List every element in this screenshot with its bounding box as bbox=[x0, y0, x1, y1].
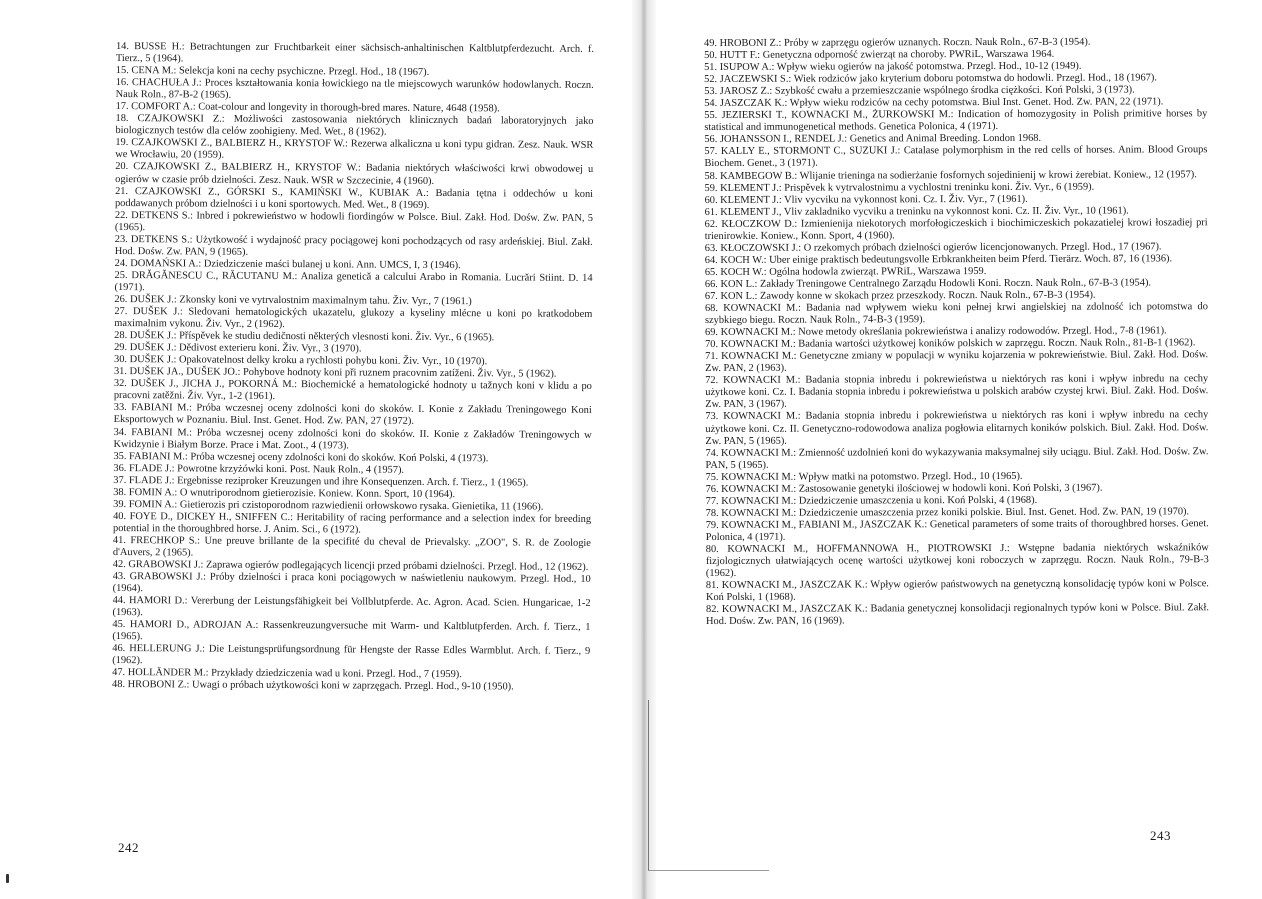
reference-entry: 20. CZAJKOWSKI Z., BALBIERZ H., KRYSTOF W.: Badania niektórych właściwości krwi obwodowej u ogierów w czasie prób dzielności. Zesz. Nauk. WSR w Szczecinie, 4 (1960). bbox=[115, 161, 594, 187]
reference-entry: 52. JACZEWSKI S.: Wiek rodziców jako kryterium doboru potomstwa do hodowli. Przegl. Hod., 18 (1967). bbox=[704, 72, 1157, 86]
reference-entry: 41. FRECHKOP S.: Une preuve brillante de la specifité du cheval de Prievalsky. „ZOO", S. R. de Zoologie d'Auvers, 2 (1965). bbox=[112, 534, 591, 559]
reference-entry: 25. DRĂGĂNESCU C., RĂCUTANU M.: Analiza genetică a calcului Arabo in Romania. Lucrări Stiint. D. 14 (1971). bbox=[114, 269, 593, 294]
reference-entry: 16. CHACHUŁA J.: Proces kształtowania konia łowickiego na tle miejscowych warunków hodowlanych. Roczn. Nauk Roln., 87-B-2 (1965). bbox=[115, 77, 594, 101]
reference-entry: 26. DUŠEK J.: Zkonsky koni ve vytrvalostnim maximalnym tahu. Živ. Vyr., 7 (1961.) bbox=[114, 293, 472, 308]
reference-entry: 27. DUŠEK J.: Sledovani hematologických ukazatelu, glukozy a kyseliny mlécne u koni po kratkodobem maximalnim vykonu. Živ. Vyr., 2 (1962). bbox=[114, 306, 593, 331]
reference-entry: 71. KOWNACKI M.: Genetyczne zmiany w populacji w wyniku kojarzenia w pokrewieństwie. Biul. Zakł. Hod. Dośw. Zw. PAN, 2 (1963). bbox=[705, 349, 1209, 375]
reference-entry: 15. CENA M.: Selekcja koni na cechy psychiczne. Przegl. Hod., 18 (1967). bbox=[115, 65, 430, 79]
reference-entry: 32. DUŠEK J., JICHA J., POKORNÁ M.: Biochemické a hematologické hodnoty u tažnych koni v klidu a po pracovni zatěžni. Živ. Vyr., 1-2 (1961). bbox=[113, 378, 592, 403]
reference-entry: 62. KŁOCZKOW D.: Izmienienija niekotorych morfołogiczeskich i biochimiczeskich pokazatielej krowi łoszadiej pri trienirowkie. Koniew., Konn. Sport, 4 (1960). bbox=[704, 216, 1208, 242]
reference-list-right bbox=[704, 36, 1209, 628]
reference-entry: 14. BUSSE H.: Betrachtungen zur Fruchtbarkeit einer sächsisch-anhaltinischen Kaltblutpferdezucht. Arch. f. Tierz., 5 (1964). bbox=[115, 41, 594, 65]
reference-entry: 22. DETKENS S.: Inbred i pokrewieństwo w hodowli fiordingów w Polsce. Biul. Zakł. Hod. Dośw. Zw. PAN, 5 (1965). bbox=[114, 209, 593, 233]
reference-entry: 61. KLEMENT J., Vliv zakladniko vycviku a treninku na vykonnost koni. Cz. II. Živ. Vyr., 10 (1961). bbox=[704, 205, 1129, 218]
reference-entry: 67. KON L.: Zawody konne w skokach przez przeszkody. Roczn. Nauk Roln., 67-B-3 (1954). bbox=[704, 289, 1096, 302]
reference-list-left bbox=[112, 41, 594, 694]
reference-entry: 19. CZAJKOWSKI Z., BALBIERZ H., KRYSTOF W.: Rezerwa alkaliczna u koni typu gidran. Zesz. Nauk. WSR we Wrocławiu, 20 (1959). bbox=[115, 137, 594, 162]
reference-entry: 50. HUTT F.: Genetyczna odporność zwierząt na choroby. PWRiL, Warszawa 1964. bbox=[704, 48, 1055, 62]
reference-entry: 40. FOYE D., DICKEY H., SNIFFEN C.: Heritability of racing performance and a selection index for breeding potential in the thoroughbred horse. J. Anim. Sci., 6 (1972). bbox=[112, 510, 592, 536]
reference-entry: 74. KOWNACKI M.: Zmienność uzdolnień koni do wykazywania maksymalnej siły uciągu. Biul. Zakł. Hod. Dośw. Zw. PAN, 5 (1965). bbox=[705, 445, 1209, 471]
reference-entry: 59. KLEMENT J.: Prispěvek k vytrvalostnimu a vychlostni treninku koni. Živ. Vyr., 6 (1959). bbox=[704, 181, 1095, 194]
reference-entry: 54. JASZCZAK K.: Wpływ wieku rodziców na cechy potomstwa. Biul Inst. Genet. Hod. Zw. PAN, 22 (1971). bbox=[704, 96, 1164, 110]
reference-entry: 30. DUŠEK J.: Opakovatelnost delky kroku a rychlosti pohybu koni. Živ. Vyr., 10 (1970). bbox=[114, 354, 488, 368]
reference-entry: 17. COMFORT A.: Coat-colour and longevity in thorough-bred mares. Nature, 4648 (1958). bbox=[115, 101, 500, 115]
reference-entry: 78. KOWNACKI M.: Dziedziczenie umaszczenia przez koniki polskie. Biul. Inst. Genet. Hod. Zw. PAN, 19 (1970). bbox=[705, 506, 1190, 519]
reference-entry: 35. FABIANI M.: Próba wczesnej oceny zdolności koni do skoków. Koń Polski, 4 (1973). bbox=[113, 450, 489, 464]
reference-entry: 75. KOWNACKI M.: Wpływ matki na potomstwo. Przegl. Hod., 10 (1965). bbox=[705, 470, 1023, 483]
reference-entry: 29. DUŠEK J.: Dědivost exterieru koni. Živ. Vyr., 3 (1970). bbox=[114, 342, 362, 355]
reference-entry: 43. GRABOWSKI J.: Próby dzielności i praca koni pociągowych w naświetleniu naukowym. Przegl. Hod., 10 (1964). bbox=[112, 571, 591, 595]
scan-speck bbox=[6, 874, 9, 883]
reference-entry: 66. KON L.: Zakłady Treningowe Centralnego Zarządu Hodowli Koni. Roczn. Nauk Roln., 67-B-3 (1954). bbox=[704, 277, 1152, 290]
reference-entry: 73. KOWNACKI M.: Badania stopnia inbredu i pokrewieństwa u niektórych ras koni i wpływ inbredu na cechy użytkowe koni. Cz. II. Genetyczno-rodowodowa analiza pogłowia elitarnych koników polskich. Biul. Zakł. Hod. Dośw. Zw. PAN, 5 (1965). bbox=[705, 409, 1209, 447]
reference-entry: 53. JAROSZ Z.: Szybkość cwału a przemieszczanie wspólnego środka ciężkości. Koń Polski, 3 (1973). bbox=[704, 84, 1135, 98]
page-number-left: 242 bbox=[118, 840, 139, 855]
reference-entry: 82. KOWNACKI M., JASZCZAK K.: Badania genetycznej konsolidacji regionalnych typów koni w Polsce. Biul. Zakł. Hod. Dośw. Zw. PAN, 16 (1969). bbox=[705, 602, 1210, 628]
reference-entry: 37. FLADE J.: Ergebnisse reziproker Kreuzungen und ihre Konsequenzen. Arch. f. Tierz., 1 (1965). bbox=[113, 474, 529, 489]
reference-entry: 48. HROBONI Z.: Uwagi o próbach użytkowości koni w zaprzęgach. Przegl. Hod., 9-10 (1950). bbox=[112, 679, 514, 693]
page-number-right: 243 bbox=[1150, 828, 1171, 843]
reference-entry: 79. KOWNACKI M., FABIANI M., JASZCZAK K.: Genetical parameters of some traits of thoroughbred horses. Genet. Polonica, 4 (1971). bbox=[705, 518, 1209, 543]
reference-entry: 69. KOWNACKI M.: Nowe metody określania pokrewieństwa i analizy rodowodów. Przegl. Hod., 7-8 (1961). bbox=[705, 325, 1167, 339]
right-page bbox=[656, 0, 1262, 899]
reference-entry: 28. DUŠEK J.: Příspěvek ke studiu dedičnosti některých vlesnosti koni. Živ. Vyr., 6 (1965). bbox=[114, 330, 495, 344]
reference-entry: 38. FOMIN A.: O wnutriporodnom gietierozisie. Koniew. Konn. Sport, 10 (1964). bbox=[113, 486, 456, 500]
reference-entry: 31. DUŠEK JA., DUŠEK JO.: Pohybove hodnoty koni při ruznem pracovnim zatíženi. Živ. Vyr., 5 (1962). bbox=[113, 366, 557, 380]
reference-entry: 21. CZAJKOWSKI Z., GÓRSKI S., KAMIŃSKI W., KUBIAK A.: Badania tętna i oddechów u koni poddawanych próbom dzielności i u koni sportowych. Med. Wet., 8 (1969). bbox=[114, 185, 594, 211]
reference-entry: 47. HOLLÄNDER M.: Przykłady dziedziczenia wad u koni. Przegl. Hod., 7 (1959). bbox=[112, 667, 462, 681]
reference-entry: 72. KOWNACKI M.: Badania stopnia inbredu i pokrewieństwa u niektórych ras koni i wpływ inbredu na cechy użytkowe koni. Cz. I. Badania stopnia inbredu i pokrewieństwa u polskich arabów czystej krwi. Biul. Zakł. Hod. Dośw. Zw. PAN, 3 (1967). bbox=[705, 373, 1209, 411]
reference-entry: 23. DETKENS S.: Użytkowość i wydajność pracy pociągowej koni pochodzących od rasy ardeńskiej. Biul. Zakł. Hod. Dośw. Zw. PAN, 9 (1965). bbox=[114, 233, 593, 258]
reference-entry: 49. HROBONI Z.: Próby w zaprzęgu ogierów uznanych. Roczn. Nauk Roln., 67-B-3 (1954). bbox=[704, 36, 1091, 49]
reference-entry: 33. FABIANI M.: Próba wczesnej oceny zdolności koni do skoków. I. Konie z Zakładu Treningowego Koni Eksportowych w Poznaniu. Biul. Inst. Genet. Hod. Zw. PAN, 27 (1972). bbox=[113, 402, 592, 428]
reference-entry: 44. HAMORI D.: Vererbung der Leistungsfähigkeit bei Vollblutpferde. Ac. Agron. Acad. Scien. Hungaricae, 1-2 (1963). bbox=[112, 595, 591, 619]
reference-entry: 70. KOWNACKI M.: Badania wartości użytkowej koników polskich w zaprzęgu. Roczn. Nauk Roln., 81-B-1 (1962). bbox=[705, 337, 1196, 351]
reference-entry: 63. KŁOCZOWSKI J.: O rzekomych próbach dzielności ogierów licencjonowanych. Przegl. Hod., 17 (1967). bbox=[704, 241, 1162, 254]
reference-entry: 56. JOHANSSON I., RENDEL J.: Genetics and Animal Breeding. London 1968. bbox=[704, 133, 1042, 146]
reference-entry: 39. FOMIN A.: Gietierozis pri czistoporodnom razwiedienii orłowskowo rysaka. Gienietika, 11 (1966). bbox=[113, 498, 544, 513]
reference-entry: 68. KOWNACKI M.: Badania nad wpływem wieku koni pełnej krwi angielskiej na zdolność ich potomstwa do szybkiego biegu. Roczn. Nauk Roln., 74-B-3 (1959). bbox=[704, 301, 1208, 327]
reference-entry: 77. KOWNACKI M.: Dziedziczenie umaszczenia u koni. Koń Polski, 4 (1968). bbox=[705, 494, 1038, 507]
reference-entry: 46. HELLERUNG J.: Die Leistungsprüfungsordnung für Hengste der Rasse Edles Warmblut. Arch. f. Tierz., 9 (1962). bbox=[112, 643, 591, 667]
reference-entry: 34. FABIANI M.: Próba wczesnej oceny zdolności koni do skoków. II. Konie z Zakładów Treningowych w Kwidzynie i Białym Borze. Prace i Mat. Zoot., 4 (1973). bbox=[113, 426, 592, 451]
reference-entry: 55. JEZIERSKI T., KOWNACKI M., ŻURKOWSKI M.: Indication of homozygosity in Polish primitive horses by statistical and immunogenetical methods. Genetica Polonica, 4 (1971). bbox=[704, 108, 1208, 134]
reference-entry: 36. FLADE J.: Powrotne krzyżówki koni. Post. Nauk Roln., 4 (1957). bbox=[113, 462, 405, 476]
reference-entry: 18. CZAJKOWSKI Z.: Możliwości zastosowania niektórych klinicznych badań laboratoryjnych jako biologicznych testów dla celów zoohigieny. Med. Wet., 8 (1962). bbox=[115, 113, 594, 138]
reference-entry: 57. KALLY E., STORMONT C., SUZUKI J.: Catalase polymorphism in the red cells of horses. Anim. Blood Groups Biochem. Genet., 3 (1971). bbox=[704, 144, 1208, 170]
reference-entry: 45. HAMORI D., ADROJAN A.: Rassenkreuzungversuche mit Warm- und Kaltblutpferden. Arch. f. Tierz., 1 (1965). bbox=[112, 619, 591, 643]
reference-entry: 60. KLEMENT J.: Vliv vycviku na vykonnost koni. Cz. I. Živ. Vyr., 7 (1961). bbox=[704, 193, 1028, 206]
reference-entry: 24. DOMAŃSKI A.: Dziedziczenie maści bulanej u koni. Ann. UMCS, I, 3 (1946). bbox=[114, 257, 461, 271]
reference-entry: 58. KAMBEGOW B.: Wlijanie trieninga na sodierżanie fosfornych sojedinienij w krowi żerebiat. Koniew., 12 (1957). bbox=[704, 168, 1197, 182]
reference-entry: 65. KOCH W.: Ogólna hodowla zwierząt. PWRiL, Warszawa 1959. bbox=[704, 265, 987, 278]
reference-entry: 76. KOWNACKI M.: Zastosowanie genetyki ilościowej w hodowli koni. Koń Polski, 3 (1967). bbox=[705, 482, 1103, 495]
reference-entry: 81. KOWNACKI M., JASZCZAK K.: Wpływ ogierów państwowych na genetyczną konsolidację typów koni w Polsce. Koń Polski, 1 (1968). bbox=[705, 578, 1209, 604]
reference-entry: 80. KOWNACKI M., HOFFMANNOWA H., PIOTROWSKI J.: Wstępne badania niektórych wskaźników fizjologicznych ułatwiających ocenę wartości użytkowej koni roboczych w zaprzęgu. Roczn. Nauk Roln., 79-B-3 (1962). bbox=[705, 542, 1209, 580]
reference-entry: 42. GRABOWSKI J.: Zaprawa ogierów podlegających licencji przed próbami dzielności. Przegl. Hod., 12 (1962). bbox=[112, 559, 589, 573]
reference-entry: 51. ISUPOW A.: Wpływ wieku ogierów na jakość potomstwa. Przegl. Hod., 10-12 (1949). bbox=[704, 60, 1082, 74]
reference-entry: 64. KOCH W.: Uber einige praktisch bedeutungsvolle Erbkrankheiten beim Pferd. Tierärz. Woch. 87, 16 (1936). bbox=[704, 253, 1173, 266]
